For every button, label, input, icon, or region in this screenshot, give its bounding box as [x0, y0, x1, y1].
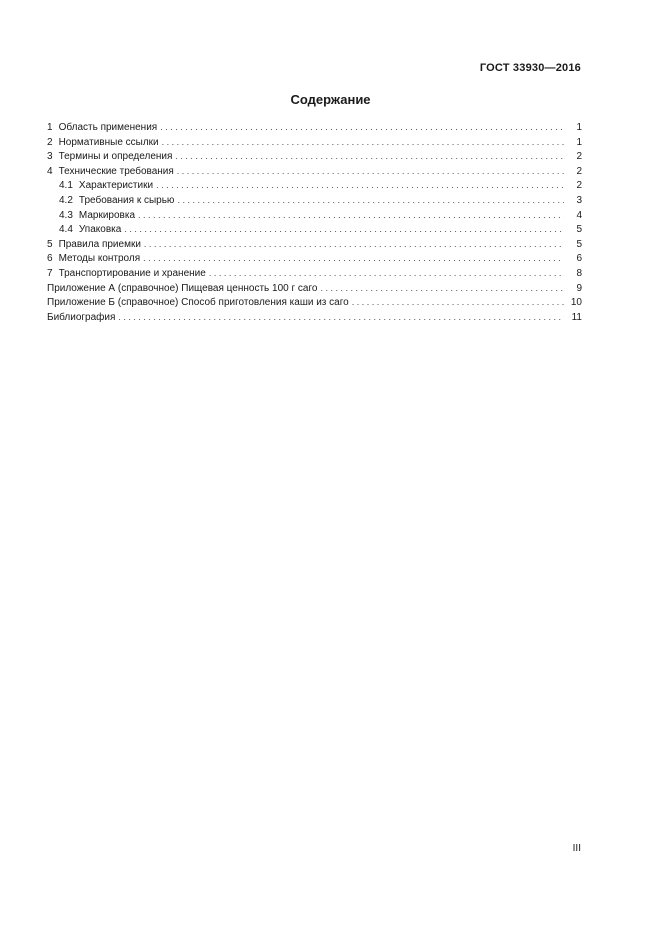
- toc-entry-page: 2: [576, 151, 582, 163]
- toc-entry-label: [47, 136, 159, 151]
- toc-entry-text: Методы контроля: [58, 253, 141, 265]
- toc-entry-page: 1: [576, 136, 582, 148]
- toc-entry[interactable]: [47, 237, 582, 252]
- leader-dots: [156, 178, 564, 193]
- toc-entry-bibliography[interactable]: [47, 310, 582, 325]
- leader-dots: [118, 310, 564, 325]
- page-number: III: [572, 843, 581, 854]
- toc-entry-page: 5: [576, 238, 582, 250]
- toc-entry-appendix[interactable]: [47, 281, 582, 296]
- toc-entry-text: Приложение А (справочное) Пищевая ценность 100 г саго: [47, 282, 318, 294]
- toc-entry-number: 3: [47, 151, 53, 163]
- toc-entry[interactable]: [47, 251, 582, 266]
- toc-entry[interactable]: [47, 149, 582, 164]
- toc-entry-page: 10: [570, 297, 582, 309]
- toc-entry[interactable]: [47, 120, 582, 135]
- toc-entry-number: 4.2: [59, 194, 73, 206]
- toc-entry-label: [59, 223, 121, 238]
- toc-subentry[interactable]: [47, 222, 582, 237]
- leader-dots: [352, 295, 564, 310]
- leader-dots: [175, 149, 564, 164]
- toc-entry-page: 5: [576, 224, 582, 236]
- toc-subentry[interactable]: [47, 208, 582, 223]
- table-of-contents: [47, 120, 582, 324]
- leader-dots: [138, 208, 564, 223]
- leader-dots: [144, 237, 564, 252]
- toc-entry-label: [47, 165, 174, 180]
- toc-entry-appendix[interactable]: [47, 295, 582, 310]
- toc-entry-page: 2: [576, 180, 582, 192]
- leader-dots: [177, 193, 564, 208]
- toc-entry-text: Термины и определения: [58, 151, 173, 163]
- toc-entry-number: 4: [47, 165, 53, 177]
- toc-entry[interactable]: [47, 266, 582, 281]
- toc-entry-text: Упаковка: [78, 224, 122, 236]
- toc-entry-label: [59, 194, 174, 209]
- toc-entry-page: 8: [576, 267, 582, 279]
- toc-entry-label: [47, 267, 206, 282]
- document-code: ГОСТ 33930—2016: [479, 62, 581, 74]
- toc-entry-text: Область применения: [58, 122, 158, 133]
- toc-title: Содержание: [290, 92, 371, 107]
- toc-entry-text: Библиография: [47, 311, 116, 323]
- leader-dots: [160, 120, 564, 135]
- toc-entry-page: 3: [576, 194, 582, 206]
- toc-entry-page: 2: [576, 165, 582, 177]
- toc-entry-number: 2: [47, 136, 53, 148]
- toc-entry-text: Требования к сырью: [78, 194, 175, 206]
- toc-subentry[interactable]: [47, 178, 582, 193]
- toc-entry-label: [47, 311, 115, 326]
- toc-entry-page: 4: [576, 209, 582, 221]
- toc-entry-label: [47, 121, 157, 136]
- toc-entry-number: 7: [47, 267, 53, 279]
- toc-entry-text: Технические требования: [58, 165, 174, 177]
- toc-entry-number: 1: [47, 122, 53, 133]
- leader-dots: [320, 281, 564, 296]
- toc-entry-page: 9: [576, 282, 582, 294]
- toc-entry-number: 6: [47, 253, 53, 265]
- toc-entry-label: [59, 209, 135, 224]
- leader-dots: [143, 251, 564, 266]
- toc-entry-number: 4.1: [59, 180, 73, 192]
- toc-entry-page: 11: [571, 311, 582, 323]
- toc-entry-text: Маркировка: [78, 209, 136, 221]
- leader-dots: [162, 135, 564, 150]
- toc-entry-text: Правила приемки: [58, 238, 141, 250]
- toc-entry-text: Транспортирование и хранение: [58, 267, 206, 279]
- leader-dots: [124, 222, 564, 237]
- toc-entry-number: 4.3: [59, 209, 73, 221]
- toc-entry-text: Нормативные ссылки: [58, 136, 159, 148]
- toc-entry-text: Приложение Б (справочное) Способ приготовления каши из саго: [47, 297, 349, 309]
- toc-entry-label: [47, 238, 141, 253]
- leader-dots: [209, 266, 564, 281]
- toc-subentry[interactable]: [47, 193, 582, 208]
- toc-entry-text: Характеристики: [78, 180, 154, 192]
- toc-entry-page: 6: [576, 253, 582, 265]
- toc-entry-number: 4.4: [59, 224, 73, 236]
- toc-entry[interactable]: [47, 135, 582, 150]
- toc-entry-label: [47, 282, 317, 297]
- toc-entry[interactable]: [47, 164, 582, 179]
- leader-dots: [177, 164, 564, 179]
- toc-entry-number: 5: [47, 238, 53, 250]
- toc-entry-label: [47, 296, 349, 311]
- toc-entry-label: [59, 179, 153, 194]
- toc-entry-page: 1: [576, 122, 582, 133]
- toc-entry-label: [47, 150, 172, 165]
- toc-entry-label: [47, 252, 140, 267]
